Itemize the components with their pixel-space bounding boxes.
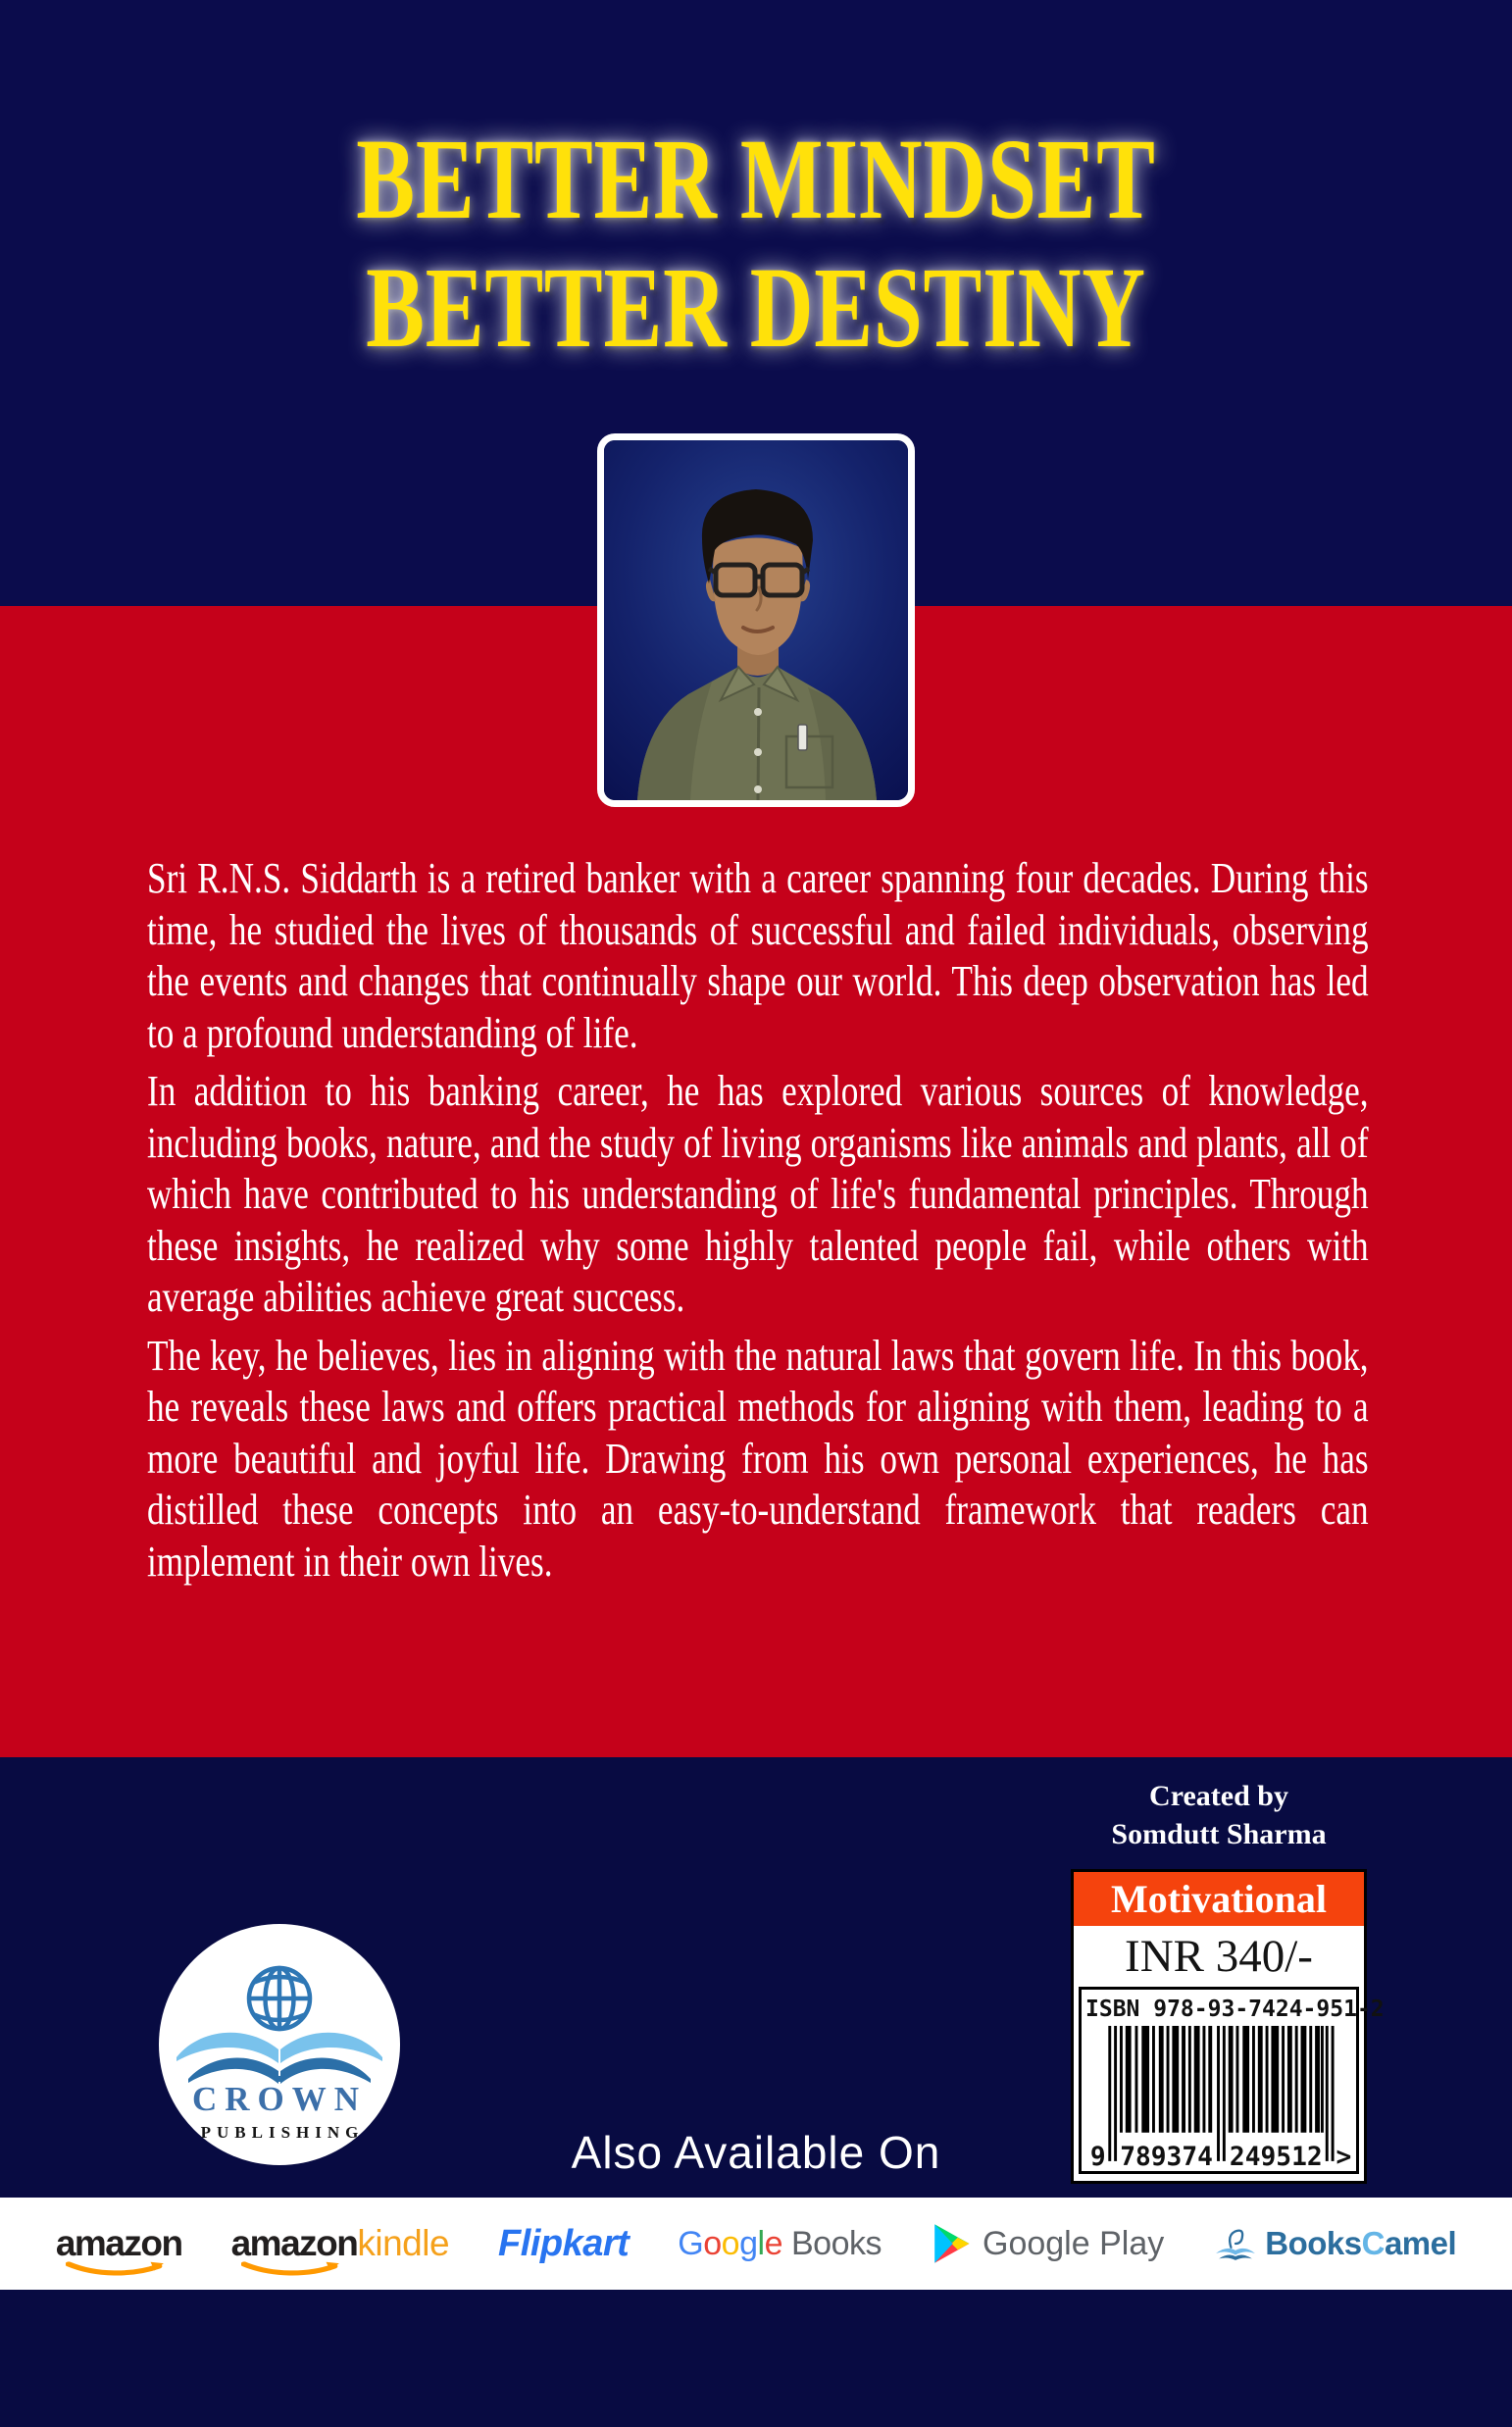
publisher-name: CROWN (191, 2080, 368, 2118)
price-label: INR 340/- (1125, 1931, 1313, 1982)
bio-paragraph-1: Sri R.N.S. Siddarth is a retired banker with a career spanning four decades. During this time, he studied the lives of thousands of successful and failed individuals, observing the events and changes that continually shape our world. This deep observation has led to a profound understanding of life. (147, 854, 1369, 1057)
amazon-smile-icon (66, 2261, 167, 2277)
creator-credit-label: Created by (1149, 1780, 1288, 1812)
bio-paragraph-3: The key, he believes, lies in aligning with the natural laws that govern life. In this book, he reveals these laws and offers practical methods for aligning with them, leading to a more beautiful and joyful life. Drawing from his own personal experiences, he has distilled these concepts into an easy-to-understand framework that readers can implement in their own lives. (147, 1331, 1369, 1586)
genre-badge: Motivational (1074, 1872, 1364, 1926)
google-books-logo: Google Books (678, 2224, 882, 2262)
bookscamel-part3: amel (1384, 2225, 1457, 2261)
google-play-wordmark: Google Play (983, 2224, 1165, 2262)
barcode-end-mark: > (1336, 2142, 1352, 2169)
globe-icon (249, 1968, 310, 2029)
author-portrait-illustration (604, 440, 908, 800)
store-logo-strip (0, 2198, 1512, 2290)
google-books-suffix: Books (791, 2224, 882, 2262)
bookscamel-logo (1213, 2224, 1456, 2263)
barcode-digits-group1: 789374 (1120, 2142, 1213, 2169)
author-bio (147, 853, 1369, 1594)
availability-heading: Also Available On (571, 2127, 941, 2178)
kindle-wordmark: kindle (357, 2223, 450, 2263)
publisher-subtitle: PUBLISHING (200, 2123, 365, 2142)
bio-paragraph-2: In addition to his banking career, he has explored various sources of knowledge, including books, nature, and the study of living organisms like animals and plants, all of which have contributed to his understanding of life's fundamental principles. Through these insights, he realized why some highly talented people fail, while others with average abilities achieve great success. (147, 1067, 1369, 1321)
barcode-digit-lead: 9 (1089, 2142, 1106, 2169)
flipkart-logo (498, 2223, 629, 2265)
google-play-triangle-icon (931, 2223, 972, 2264)
book-title (0, 115, 1512, 372)
author-photo (597, 433, 915, 807)
flipkart-wordmark: Flipkart (498, 2222, 630, 2264)
creator-credit (1039, 1777, 1398, 1853)
amazon-logo (56, 2223, 182, 2264)
google-play-logo (931, 2223, 1164, 2264)
isbn-number: ISBN 978-93-7424-951-2 (1085, 1997, 1385, 2022)
bookscamel-part2: C (1361, 2225, 1385, 2261)
book-title-line1: BETTER MINDSET (356, 115, 1156, 243)
barcode-digits-group2: 249512 (1229, 2142, 1323, 2169)
bookscamel-part1: Books (1265, 2225, 1362, 2261)
kindle-amazon-smile-icon (241, 2261, 342, 2277)
creator-name: Somdutt Sharma (1111, 1818, 1327, 1850)
bookscamel-icon (1213, 2224, 1258, 2263)
book-title-line2: BETTER DESTINY (366, 243, 1146, 372)
kindle-amazon-wordmark: amazon (230, 2223, 358, 2263)
amazon-kindle-logo (231, 2223, 449, 2264)
amazon-wordmark: amazon (55, 2223, 182, 2263)
